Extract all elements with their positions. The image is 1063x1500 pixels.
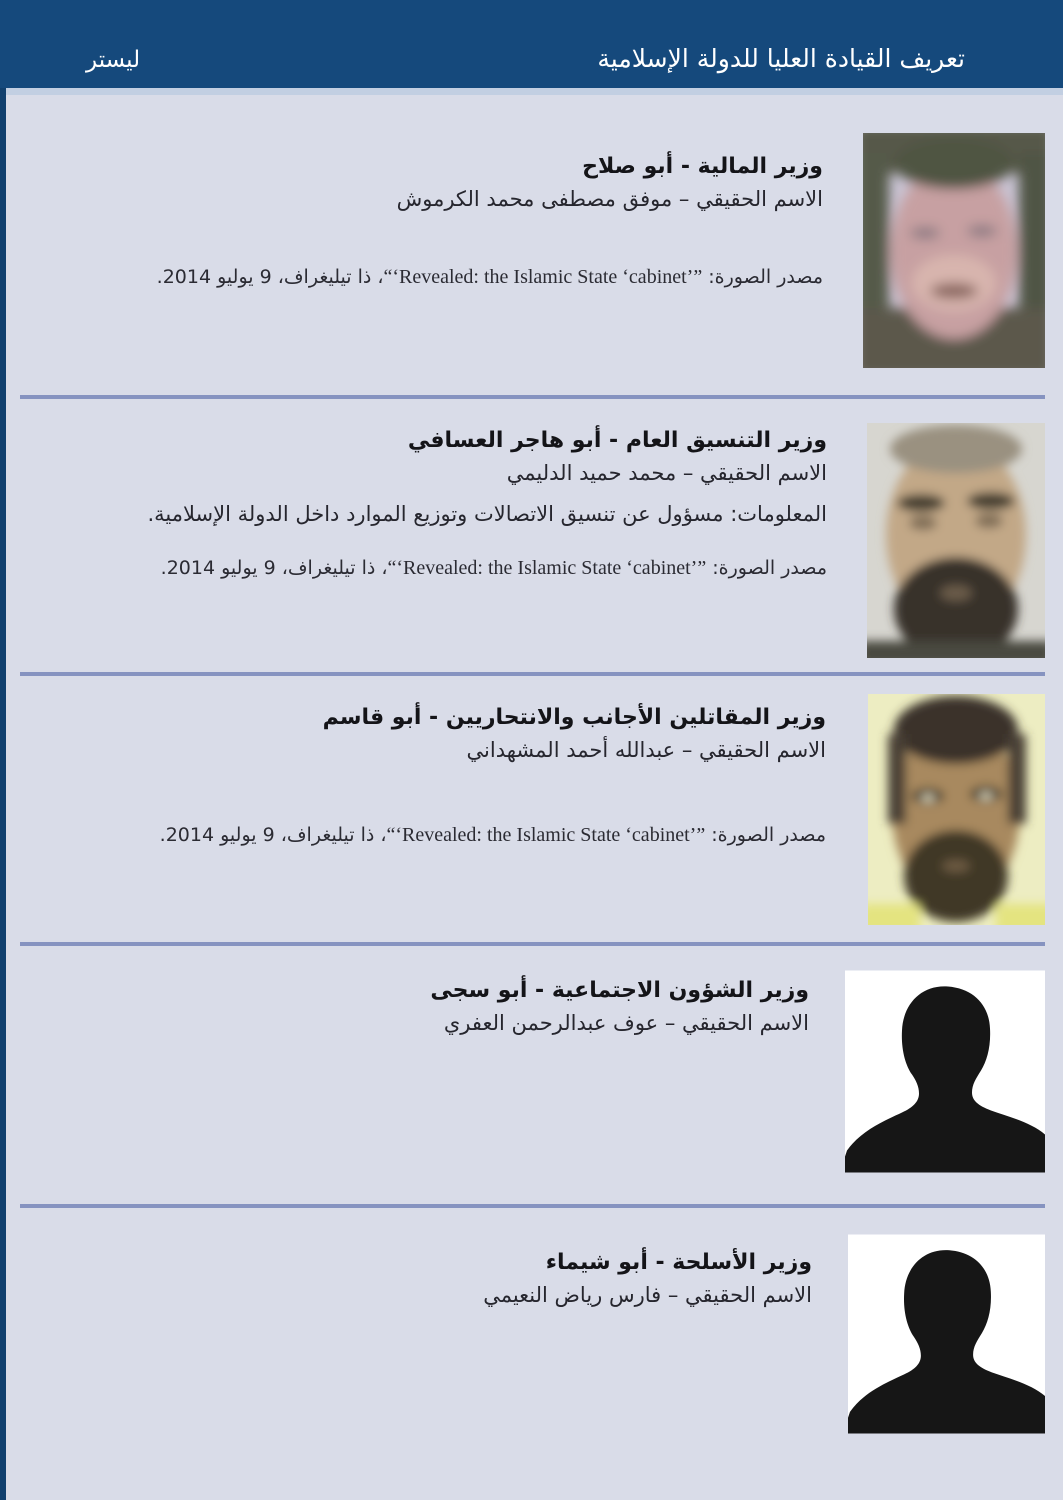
source-suffix: ، ذا تيليغراف، 9 يوليو 2014. (156, 266, 384, 288)
info-line: المعلومات: مسؤول عن تنسيق الاتصالات وتوزيع الموارد داخل الدولة الإسلامية. (147, 502, 827, 526)
minister-entry (20, 1208, 1045, 1500)
page-title: تعريف القيادة العليا للدولة الإسلامية (597, 44, 965, 73)
source-suffix: ، ذا تيليغراف، 9 يوليو 2014. (160, 557, 388, 579)
minister-entry (20, 946, 1045, 1204)
portrait-photo (863, 133, 1045, 395)
silhouette-placeholder-photo (845, 967, 1045, 1204)
minister-title: وزير الشؤون الاجتماعية - أبو سجى (430, 978, 809, 1003)
source-line (20, 262, 823, 292)
minister-title: وزير المقاتلين الأجانب والانتحاريين - أبو قاسم (322, 705, 826, 730)
source-prefix: مصدر الصورة: (706, 557, 827, 579)
portrait-photo (868, 694, 1045, 942)
minister-entry (20, 95, 1045, 395)
header-underline-band (0, 88, 1063, 95)
source-citation-english: “‘Revealed: the Islamic State ‘cabinet’” (387, 557, 707, 579)
source-suffix: ، ذا تيليغراف، 9 يوليو 2014. (159, 824, 387, 846)
page-edge-stripe (0, 0, 6, 1500)
silhouette-placeholder-photo (848, 1229, 1045, 1500)
source-prefix: مصدر الصورة: (702, 266, 823, 288)
minister-entry (20, 399, 1045, 672)
minister-title: وزير المالية - أبو صلاح (582, 154, 823, 179)
minister-entry (20, 676, 1045, 942)
real-name-line: الاسم الحقيقي – محمد حميد الدليمي (506, 461, 827, 485)
author-name: ليستر (86, 47, 141, 73)
real-name-line: الاسم الحقيقي – موفق مصطفى محمد الكرموش (396, 187, 823, 211)
source-line (20, 820, 826, 850)
real-name-line: الاسم الحقيقي – عوف عبدالرحمن العفري (443, 1011, 809, 1035)
source-prefix: مصدر الصورة: (705, 824, 826, 846)
source-citation-english: “‘Revealed: the Islamic State ‘cabinet’” (386, 824, 706, 846)
source-line (20, 553, 827, 583)
page-header (0, 0, 1063, 88)
ministers-list (0, 95, 1063, 1500)
minister-title: وزير الأسلحة - أبو شيماء (545, 1250, 812, 1275)
source-citation-english: “‘Revealed: the Islamic State ‘cabinet’” (383, 266, 703, 288)
minister-title: وزير التنسيق العام - أبو هاجر العسافي (407, 428, 827, 453)
real-name-line: الاسم الحقيقي – عبدالله أحمد المشهداني (466, 738, 826, 762)
real-name-line: الاسم الحقيقي – فارس رياض النعيمي (483, 1283, 812, 1307)
portrait-photo (867, 423, 1045, 672)
